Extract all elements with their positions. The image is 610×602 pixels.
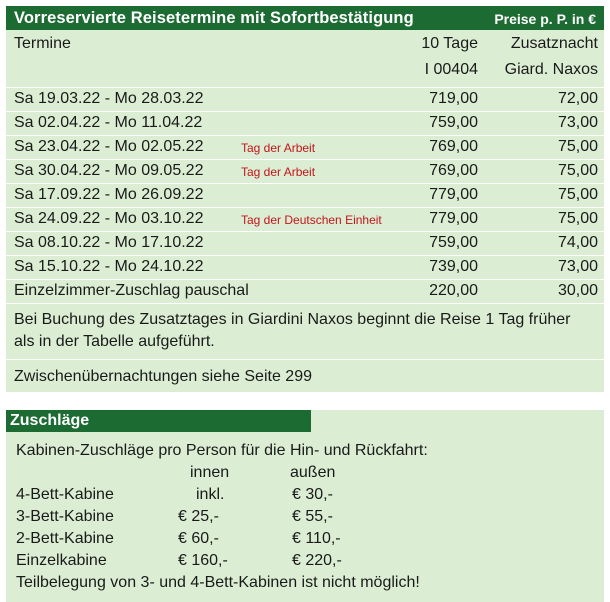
column-10-tage: 10 Tage xyxy=(421,35,478,52)
cabin-label: 4-Bett-Kabine xyxy=(16,486,114,503)
table-row xyxy=(6,231,604,255)
booking-note-line-1: Bei Buchung des Zusatztages in Giardini Naxos beginnt die Reise 1 Tag früher xyxy=(14,311,571,328)
row-extra-night: 75,00 xyxy=(557,162,598,179)
table-row xyxy=(6,135,604,159)
column-inside: innen xyxy=(190,464,230,481)
cabin-label: 3-Bett-Kabine xyxy=(16,508,114,525)
row-date: Sa 24.09.22 - Mo 03.10.22 xyxy=(14,210,204,227)
cabin-inside: € 160,- xyxy=(178,552,228,569)
row-price: 759,00 xyxy=(429,234,478,251)
cabin-outside: € 30,- xyxy=(292,486,333,503)
cabin-label: 2-Bett-Kabine xyxy=(16,530,114,547)
row-date: Sa 15.10.22 - Mo 24.10.22 xyxy=(14,258,204,275)
table-row xyxy=(6,111,604,135)
table-row xyxy=(6,207,604,231)
column-termine: Termine xyxy=(14,35,71,52)
row-price: 719,00 xyxy=(429,90,478,107)
column-zusatznacht: Zusatznacht xyxy=(510,35,598,52)
table-row xyxy=(6,159,604,183)
row-date: Sa 02.04.22 - Mo 11.04.22 xyxy=(14,114,203,131)
single-room-row xyxy=(6,279,604,303)
cabin-outside: € 110,- xyxy=(292,530,341,547)
row-date: Sa 17.09.22 - Mo 26.09.22 xyxy=(14,186,204,203)
surcharges-footer: Teilbelegung von 3- und 4-Bett-Kabinen ist nicht möglich! xyxy=(16,574,420,591)
cabin-inside: inkl. xyxy=(196,486,225,503)
cabin-outside: € 55,- xyxy=(292,508,333,525)
cabin-inside: € 25,- xyxy=(178,508,219,525)
row-price: 759,00 xyxy=(429,114,478,131)
row-date: Sa 30.04.22 - Mo 09.05.22 xyxy=(14,162,204,179)
row-date: Sa 08.10.22 - Mo 17.10.22 xyxy=(14,234,204,251)
stopover-note: Zwischenübernachtungen siehe Seite 299 xyxy=(14,368,312,385)
surcharges-intro: Kabinen-Zuschläge pro Person für die Hin- und Rückfahrt: xyxy=(16,442,428,459)
cabin-inside: € 60,- xyxy=(178,530,219,547)
column-zusatznacht-sub: Giard. Naxos xyxy=(504,61,598,78)
cabin-outside: € 220,- xyxy=(292,552,342,569)
row-extra-night: 72,00 xyxy=(557,90,598,107)
row-extra-night: 75,00 xyxy=(557,186,598,203)
row-note: Tag der Arbeit xyxy=(241,141,316,155)
row-extra-night: 73,00 xyxy=(557,258,598,275)
column-header xyxy=(6,31,604,81)
table-row xyxy=(6,87,604,111)
row-extra-night: 75,00 xyxy=(557,210,598,227)
price-note: Preise p. P. in € xyxy=(494,11,596,27)
row-price: 779,00 xyxy=(429,210,478,227)
price-table-title: Vorreservierte Reisetermine mit Sofortbestätigung xyxy=(14,9,414,27)
row-price: 779,00 xyxy=(429,186,478,203)
row-note: Tag der Deutschen Einheit xyxy=(241,213,382,227)
stopover-note-block xyxy=(6,359,604,392)
single-room-extra: 30,00 xyxy=(557,282,598,299)
table-row xyxy=(6,183,604,207)
surcharges-header xyxy=(6,410,311,432)
column-outside: außen xyxy=(290,464,336,481)
table-row xyxy=(6,255,604,279)
row-note: Tag der Arbeit xyxy=(241,165,316,179)
row-extra-night: 75,00 xyxy=(557,138,598,155)
row-price: 739,00 xyxy=(429,258,478,275)
booking-note xyxy=(6,303,604,359)
row-date: Sa 23.04.22 - Mo 02.05.22 xyxy=(14,138,204,155)
row-price: 769,00 xyxy=(429,162,478,179)
surcharges-panel xyxy=(6,410,604,602)
row-date: Sa 19.03.22 - Mo 28.03.22 xyxy=(14,90,204,107)
row-extra-night: 73,00 xyxy=(557,114,598,131)
surcharges-title: Zuschläge xyxy=(10,412,90,429)
price-table-header xyxy=(6,6,604,30)
price-table-panel xyxy=(6,6,604,392)
row-extra-night: 74,00 xyxy=(557,234,598,251)
cabin-label: Einzelkabine xyxy=(16,552,107,569)
single-room-price: 220,00 xyxy=(429,282,478,299)
booking-note-line-2: als in der Tabelle aufgeführt. xyxy=(14,333,215,350)
single-room-label: Einzelzimmer-Zuschlag pauschal xyxy=(14,282,249,299)
column-10-tage-code: I 00404 xyxy=(424,61,478,78)
row-price: 769,00 xyxy=(429,138,478,155)
